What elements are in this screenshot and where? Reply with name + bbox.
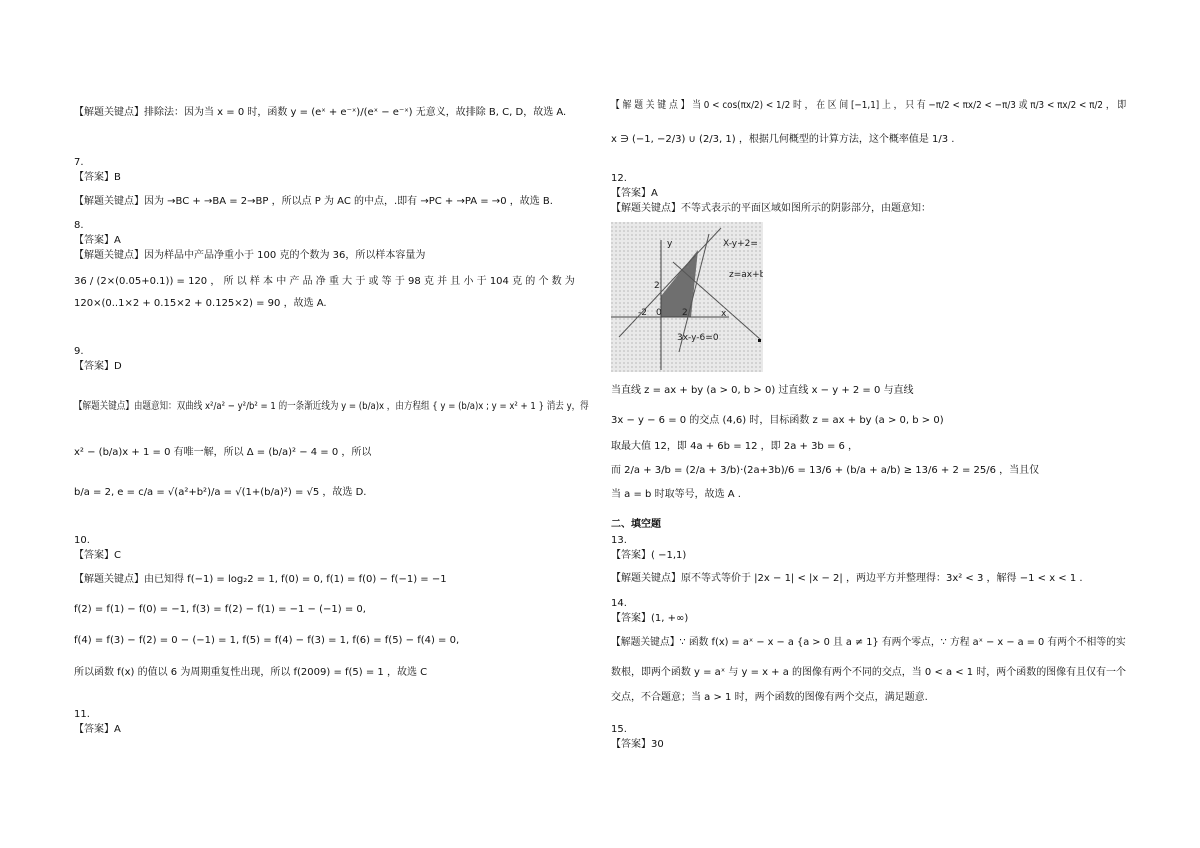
axis-y-label: y — [667, 239, 673, 249]
tick-origin: 0 — [656, 308, 662, 318]
label-line2: z=ax+b — [729, 270, 763, 280]
q12-explanation-3: 3x − y − 6 = 0 的交点 (4,6) 时，目标函数 z = ax + by (a > 0, b > 0) — [611, 415, 944, 426]
q12-explanation-6: 当 a = b 时取等号，故选 A . — [611, 489, 741, 500]
q12-number: 12. — [611, 173, 627, 184]
q9-explanation-2: x² − (b/a)x + 1 = 0 有唯一解，所以 Δ = (b/a)² − 4 = 0 ，所以 — [74, 447, 372, 458]
q11-answer: 【答案】A — [74, 724, 121, 735]
marker-square — [758, 339, 761, 342]
q12-explanation-2: 当直线 z = ax + by (a > 0, b > 0) 过直线 x − y + 2 = 0 与直线 — [611, 385, 914, 396]
q15-number: 15. — [611, 724, 627, 735]
feasible-region-graph — [611, 222, 763, 372]
q11-explanation-2: x ∋ (−1, −2/3) ∪ (2/3, 1) ，根据几何概型的计算方法，这个概率值是 1/3 . — [611, 134, 955, 145]
left-column — [74, 0, 594, 848]
label-line3: 3x-y-6=0 — [677, 333, 719, 343]
right-column — [611, 0, 1131, 848]
q6-explanation: 【解题关键点】排除法：因为当 x = 0 时，函数 y = (eˣ + e⁻ˣ)/(eˣ − e⁻ˣ) 无意义，故排除 B, C, D，故选 A. — [74, 107, 567, 118]
q13-explanation: 【解题关键点】原不等式等价于 |2x − 1| < |x − 2| ，两边平方并整理得：3x² < 3 ，解得 −1 < x < 1 . — [611, 573, 1083, 584]
q9-answer: 【答案】D — [74, 361, 122, 372]
q10-explanation-2: f(2) = f(1) − f(0) = −1, f(3) = f(2) − f(1) = −1 − (−1) = 0, — [74, 604, 366, 615]
tick-y-2: 2 — [654, 281, 660, 291]
q10-explanation-4: 所以函数 f(x) 的值以 6 为周期重复性出现，所以 f(2009) = f(5) = 1 ，故选 C — [74, 667, 428, 678]
q14-answer: 【答案】(1, +∞) — [611, 613, 689, 624]
q7-explanation: 【解题关键点】因为 →BC + →BA = 2→BP ，所以点 P 为 AC 的中点，.即有 →PC + →PA = →0 ，故选 B. — [74, 196, 553, 207]
q7-number: 7. — [74, 157, 84, 168]
q12-explanation-4: 取最大值 12，即 4a + 6b = 12 ，即 2a + 3b = 6 ， — [611, 441, 859, 452]
q10-explanation-1: 【解题关键点】由已知得 f(−1) = log₂2 = 1, f(0) = 0, f(1) = f(0) − f(−1) = −1 — [74, 574, 447, 585]
q9-explanation-1: 【解题关键点】由题意知：双曲线 x²/a² − y²/b² = 1 的一条渐近线为 y = (b/a)x ，由方程组 { y = (b/a)x ; y = x² + 1 } 消去 y，得 — [74, 401, 589, 412]
q13-answer: 【答案】( −1,1) — [611, 550, 687, 561]
q12-explanation-1: 【解题关键点】不等式表示的平面区域如图所示的阴影部分，由题意知： — [611, 203, 931, 214]
q13-number: 13. — [611, 535, 627, 546]
tick-x-neg2: -2 — [638, 308, 647, 318]
q7-answer: 【答案】B — [74, 172, 121, 183]
q11-number: 11. — [74, 709, 90, 720]
axis-x-label: x — [721, 309, 727, 319]
section-fill-in-blank-heading: 二、填空题 — [611, 519, 661, 530]
q8-answer: 【答案】A — [74, 235, 121, 246]
q11-explanation-1: 【 解 题 关 键 点 】 当 0 < cos(πx/2) < 1/2 时 ， 在 区 间 [−1,1] 上 ， 只 有 −π/2 < πx/2 < −π/3 或 π/3 < πx/2 < π/2 ， 即 — [611, 100, 1127, 111]
graph-svg — [611, 222, 763, 372]
q15-answer: 【答案】30 — [611, 739, 664, 750]
q9-explanation-3: b/a = 2, e = c/a = √(a²+b²)/a = √(1+(b/a)²) = √5 ，故选 D. — [74, 487, 367, 498]
q14-explanation-3: 交点，不合题意；当 a > 1 时，两个函数的图像有两个交点，满足题意. — [611, 692, 928, 703]
q8-explanation-1: 【解题关键点】因为样品中产品净重小于 100 克的个数为 36，所以样本容量为 — [74, 250, 426, 261]
q12-answer: 【答案】A — [611, 188, 658, 199]
q8-explanation-2: 36 / (2×(0.05+0.1)) = 120 ， 所 以 样 本 中 产 品 净 重 大 于 或 等 于 98 克 并 且 小 于 104 克 的 个 数 为 — [74, 276, 575, 287]
q12-explanation-5: 而 2/a + 3/b = (2/a + 3/b)·(2a+3b)/6 = 13/6 + (b/a + a/b) ≥ 13/6 + 2 = 25/6 ，当且仅 — [611, 465, 1040, 476]
q10-explanation-3: f(4) = f(3) − f(2) = 0 − (−1) = 1, f(5) = f(4) − f(3) = 1, f(6) = f(5) − f(4) = 0, — [74, 635, 460, 646]
q9-number: 9. — [74, 346, 84, 357]
q14-number: 14. — [611, 598, 627, 609]
q14-explanation-2: 数根，即两个函数 y = aˣ 与 y = x + a 的图像有两个不同的交点，当 0 < a < 1 时，两个函数的图像有且仅有一个 — [611, 667, 1127, 678]
tick-x-2: 2 — [682, 308, 688, 318]
q14-explanation-1: 【解题关键点】∵ 函数 f(x) = aˣ − x − a {a > 0 且 a ≠ 1} 有两个零点，∵ 方程 aˣ − x − a = 0 有两个不相等的实 — [611, 637, 1126, 648]
q10-answer: 【答案】C — [74, 550, 121, 561]
label-line1: X-y+2= — [723, 239, 758, 249]
q10-number: 10. — [74, 535, 90, 546]
q8-number: 8. — [74, 220, 84, 231]
q8-explanation-3: 120×(0..1×2 + 0.15×2 + 0.125×2) = 90 ，故选 A. — [74, 298, 327, 309]
